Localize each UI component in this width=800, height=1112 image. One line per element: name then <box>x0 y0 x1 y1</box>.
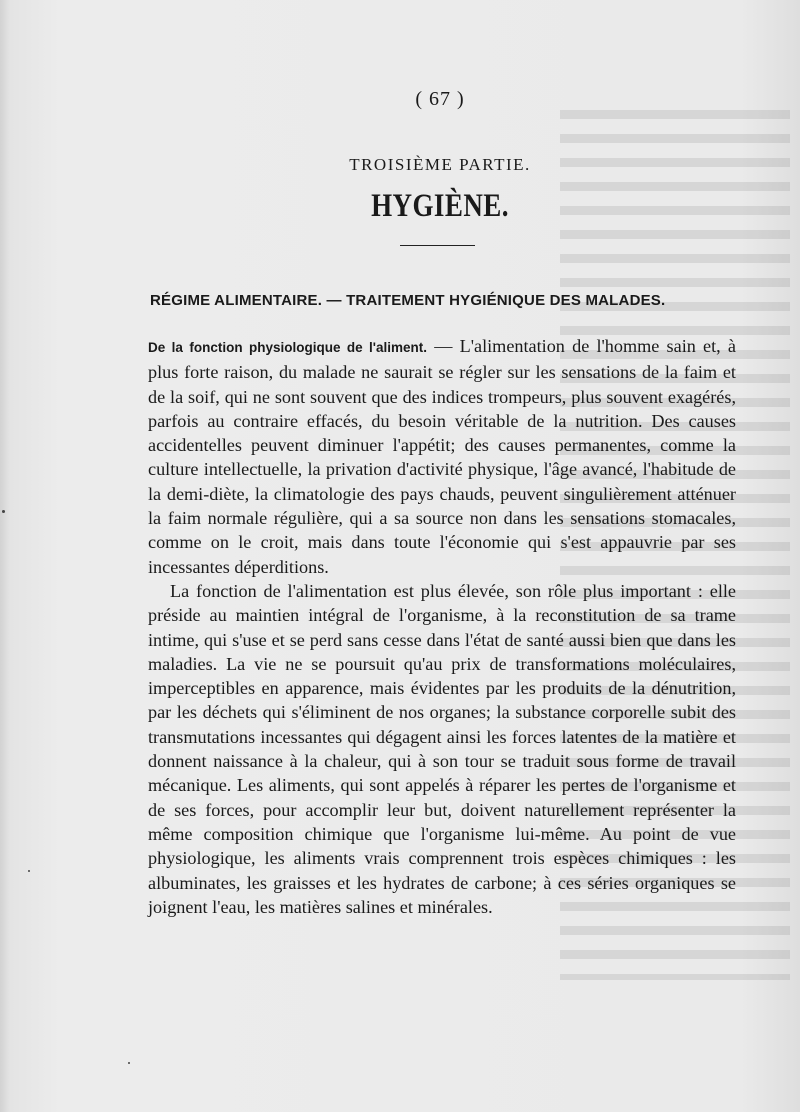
title-divider <box>400 245 475 246</box>
paragraph-2: La fonction de l'alimentation est plus élevée, son rôle plus important : elle préside au maintien intégral de l'organisme, à la reconstitution de sa trame intime, qui s'use et se perd sans cesse dans l'état de santé aussi bien que dans les maladies. La vie ne se poursuit qu'au prix de transformations moléculaires, imperceptibles en apparence, mais évidentes par les produits de la dénutrition, par les déchets qui s'éliminent de nos organes; la substance corporelle subit des transmutations incessantes qui dégagent ainsi les forces latentes de la matière et donnent naissance à la chaleur, qui à son tour se traduit sous forme de travail mécanique. Les aliments, qui sont appelés à réparer les pertes de l'organisme et de ses forces, pour accomplir leur but, doivent naturellement représenter la même composition chimique que l'organisme lui-même. Au point de vue physiologique, les aliments vrais comprennent trois espèces chimiques : les albuminates, les graisses et les hydrates de carbone; à ces séries organiques se joignent l'eau, les matières salines et minérales. <box>148 580 736 917</box>
chapter-title: HYGIÈNE. <box>371 188 509 224</box>
scan-speck <box>128 1062 130 1064</box>
section-heading: RÉGIME ALIMENTAIRE. — TRAITEMENT HYGIÉNIQUE DES MALADES. <box>150 292 666 309</box>
paragraph-1-text: — L'alimentation de l'homme sain et, à plus forte raison, du malade ne saurait se régler sur les sensations de la faim et de la soif, qui ne sont souvent que des indices trompeurs, plus souvent exagérés, parfois au contraire effacés, du besoin véritable de la nutrition. Des causes accidentelles peuvent diminuer l'appétit; des causes permanentes, comme la culture intellectuelle, la privation d'activité physique, l'âge avancé, l'habitude de la demi-diète, la climatologie des pays chauds, peuvent singulièrement atténuer la faim normale régulière, qui a sa source non dans les sensations stomacales, comme on le croit, mais dans toute l'économie qui s'est appauvrie par ses incessantes déperditions. <box>148 336 736 577</box>
page-number: ( 67 ) <box>415 88 465 110</box>
scan-speck <box>2 510 5 513</box>
part-title: TROISIÈME PARTIE. <box>349 155 531 174</box>
paragraph-1 <box>148 334 736 579</box>
body-text <box>148 334 736 919</box>
run-in-heading: De la fonction physiologique de l'aliment. <box>148 340 428 355</box>
scan-speck <box>28 870 30 872</box>
